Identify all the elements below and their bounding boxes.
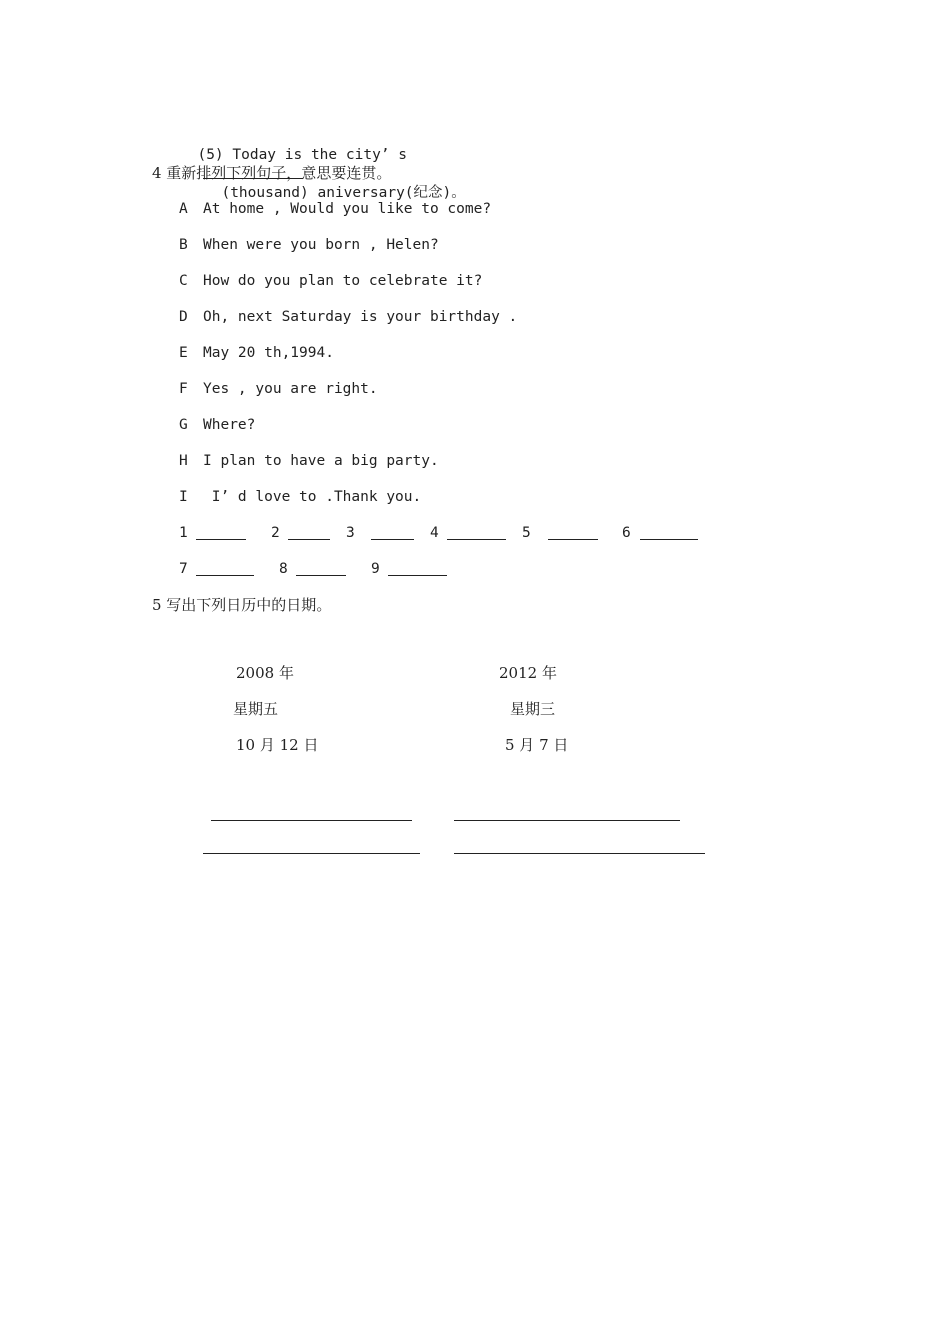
answer-number: 3 [346, 525, 355, 541]
sentence-item: A At home , Would you like to come? [179, 201, 492, 217]
answer-blank[interactable] [640, 525, 698, 540]
answer-number: 4 [430, 525, 439, 541]
sentence-item: B When were you born , Helen? [179, 237, 439, 253]
answer-blank[interactable] [196, 525, 246, 540]
calendar-date: 10 月 12 日 [236, 736, 319, 754]
answer-number: 6 [622, 525, 631, 541]
sentence-item: F Yes , you are right. [179, 381, 378, 397]
question-5-hint: (thousand) aniversary(纪念)。 [221, 185, 466, 201]
calendar-date: 5 月 7 日 [505, 736, 569, 754]
answer-number: 2 [271, 525, 280, 541]
answer-line[interactable] [211, 820, 412, 821]
answer-blank[interactable] [296, 561, 346, 576]
calendar-weekday: 星期五 [233, 700, 279, 718]
section-4-title: 4 重新排列下列句子，意思要连贯。 [152, 164, 392, 182]
answer-line[interactable] [454, 820, 680, 821]
answer-number: 7 [179, 561, 188, 577]
sentence-item: G Where? [179, 417, 256, 433]
answer-number: 5 [522, 525, 531, 541]
answer-blank[interactable] [548, 525, 598, 540]
sentence-item: I I’ d love to .Thank you. [179, 489, 422, 505]
answer-number: 1 [179, 525, 188, 541]
section-5-title: 5 写出下列日历中的日期。 [152, 596, 332, 614]
answer-line[interactable] [203, 853, 420, 854]
answer-blank[interactable] [288, 525, 330, 540]
calendar-weekday: 星期三 [510, 700, 556, 718]
answer-number: 9 [371, 561, 380, 577]
question-5-text: (5) Today is the city’ s [197, 147, 407, 163]
sentence-item: E May 20 th,1994. [179, 345, 334, 361]
calendar-year: 2012 年 [499, 664, 557, 682]
sentence-item: H I plan to have a big party. [179, 453, 439, 469]
answer-blank[interactable] [447, 525, 506, 540]
answer-blank[interactable] [371, 525, 414, 540]
sentence-item: D Oh, next Saturday is your birthday . [179, 309, 518, 325]
calendar-year: 2008 年 [236, 664, 294, 682]
answer-blank[interactable] [196, 561, 254, 576]
answer-blank[interactable] [388, 561, 447, 576]
answer-number: 8 [279, 561, 288, 577]
answer-line[interactable] [454, 853, 705, 854]
sentence-item: C How do you plan to celebrate it? [179, 273, 483, 289]
